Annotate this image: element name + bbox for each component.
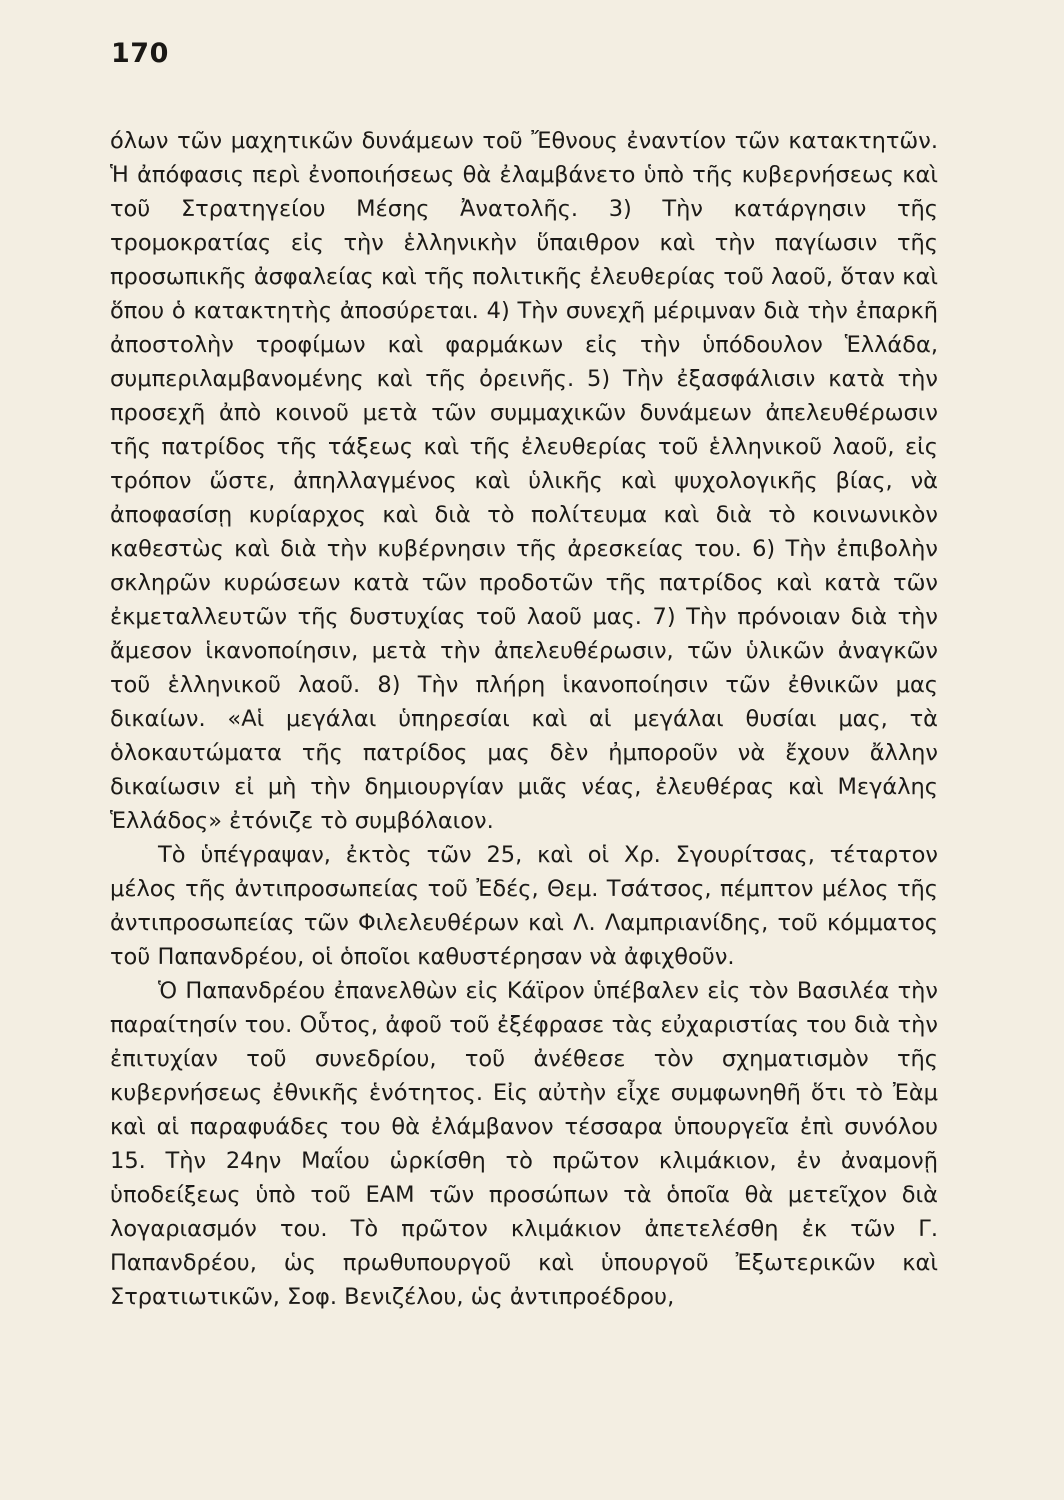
paragraph-government: Ὁ Παπανδρέου ἐπανελθὼν εἰς Κάϊρον ὑπέβαλεν εἰς τὸν Βασιλέα τὴν παραίτησίν του. Οὗτος, ἀφοῦ τοῦ ἐξέφρασε τὰς εὐχαριστίας του διὰ τὴν ἐπιτυχίαν τοῦ συνεδρίου, τοῦ ἀνέθεσε τὸν σχηματισμὸν τῆς κυβερνήσεως ἐθνικῆς ἑνότητος. Εἰς αὐτὴν εἶχε συμφωνηθῆ ὅτι τὸ Ἐὰμ καὶ αἱ παραφυάδες του θὰ ἐλάμβανον τέσσαρα ὑπουργεῖα ἐπὶ συνόλου 15. Τὴν 24ην Μαΐου ὡρκίσθη τὸ πρῶτον κλιμάκιον, ἐν ἀναμονῇ ὑποδείξεως ὑπὸ τοῦ ΕΑΜ τῶν προσώπων τὰ ὁποῖα θὰ μετεῖχον διὰ λογαριασμόν του. Τὸ πρῶτον κλιμάκιον ἀπετελέσθη ἐκ τῶν Γ. Παπανδρέου, ὡς πρωθυπουργοῦ καὶ ὑπουργοῦ Ἐξωτερικῶν καὶ Στρατιωτικῶν, Σοφ. Βενιζέλου, ὡς ἀντιπροέδρου, bbox=[110, 978, 938, 1310]
page-number: 170 bbox=[111, 38, 169, 69]
paragraph-continued: όλων τῶν μαχητικῶν δυνάμεων τοῦ Ἔθνους ἐναντίον τῶν κατακτητῶν. Ἡ ἀπόφασις περὶ ἐνοποιήσεως θὰ ἐλαμβάνετο ὑπὸ τῆς κυβερνήσεως καὶ τοῦ Στρατηγείου Μέσης Ἀνατολῆς. 3) Τὴν κατάργησιν τῆς τρομοκρατίας εἰς τὴν ἑλληνικὴν ὕπαιθρον καὶ τὴν παγίωσιν τῆς προσωπικῆς ἀσφαλείας καὶ τῆς πολιτικῆς ἐλευθερίας τοῦ λαοῦ, ὅταν καὶ ὅπου ὁ κατακτητὴς ἀποσύρεται. 4) Τὴν συνεχῆ μέριμναν διὰ τὴν ἐπαρκῆ ἀποστολὴν τροφίμων καὶ φαρμάκων εἰς τὴν ὑπόδουλον Ἑλλάδα, συμπεριλαμβανομένης καὶ τῆς ὀρεινῆς. 5) Τὴν ἐξασφάλισιν κατὰ τὴν προσεχῆ ἀπὸ κοινοῦ μετὰ τῶν συμμαχικῶν δυνάμεων ἀπελευθέρωσιν τῆς πατρίδος τῆς τάξεως καὶ τῆς ἐλευθερίας τοῦ ἑλληνικοῦ λαοῦ, εἰς τρόπον ὥστε, ἀπηλλαγμένος καὶ ὑλικῆς καὶ ψυχολογικῆς βίας, νὰ ἀποφασίσῃ κυρίαρχος καὶ διὰ τὸ πολίτευμα καὶ διὰ τὸ κοινωνικὸν καθεστὼς καὶ διὰ τὴν κυβέρνησιν τῆς ἀρεσκείας του. 6) Τὴν ἐπιβολὴν σκληρῶν κυρώσεων κατὰ τῶν προδοτῶν τῆς πατρίδος καὶ κατὰ τῶν ἐκμεταλλευτῶν τῆς δυστυχίας τοῦ λαοῦ μας. 7) Τὴν πρόνοιαν διὰ τὴν ἄμεσον ἱκανοποίησιν, μετὰ τὴν ἀπελευθέρωσιν, τῶν ὑλικῶν ἀναγκῶν τοῦ ἑλληνικοῦ λαοῦ. 8) Τὴν πλήρη ἱκανοποίησιν τῶν ἐθνικῶν μας δικαίων. «Αἱ μεγάλαι ὑπηρεσίαι καὶ αἱ μεγάλαι θυσίαι μας, τὰ ὁλοκαυτώματα τῆς πατρίδος μας δὲν ἠμποροῦν νὰ ἔχουν ἄλλην δικαίωσιν εἰ μὴ τὴν δημιουργίαν μιᾶς νέας, ἐλευθέρας καὶ Μεγάλης Ἑλλάδος» ἐτόνιζε τὸ συμβόλαιον. bbox=[110, 128, 938, 834]
body-text bbox=[110, 124, 938, 1314]
paragraph-signatories: Τὸ ὑπέγραψαν, ἐκτὸς τῶν 25, καὶ οἱ Χρ. Σγουρίτσας, τέταρτον μέλος τῆς ἀντιπροσωπείας τοῦ Ἐδές, Θεμ. Τσάτσος, πέμπτον μέλος τῆς ἀντιπροσωπείας τῶν Φιλελευθέρων καὶ Λ. Λαμπριανίδης, τοῦ κόμματος τοῦ Παπανδρέου, οἱ ὁποῖοι καθυστέρησαν νὰ ἀφιχθοῦν. bbox=[110, 842, 938, 970]
